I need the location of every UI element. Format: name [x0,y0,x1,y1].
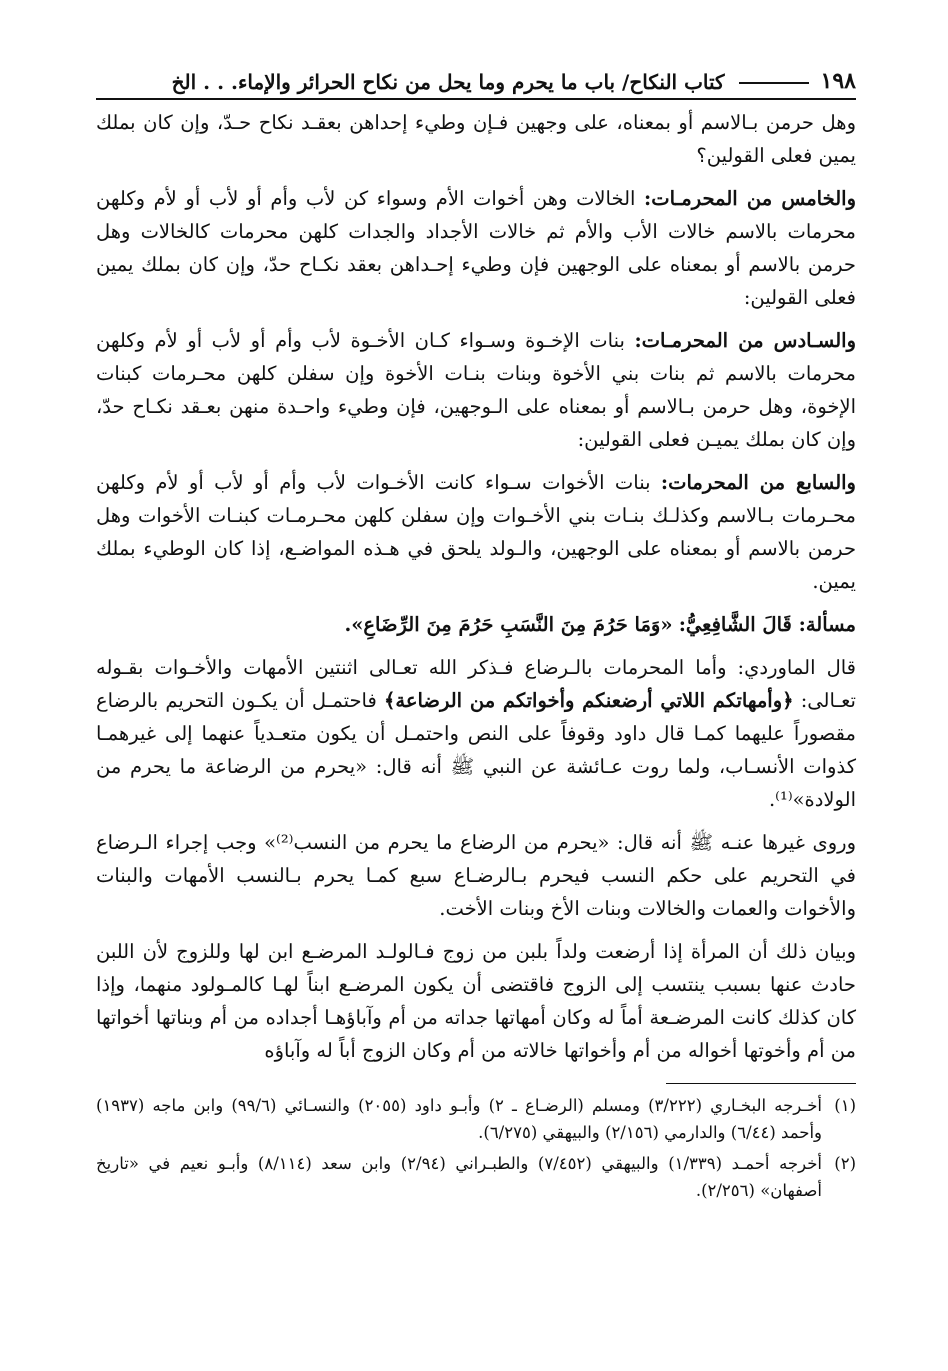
masala-line [96,608,856,641]
paragraph-text: بنات الإخـوة وسـواء كـان الأخـوة لأب وأم أو لأب أو لأم وكلهن محرمات بالاسم ثم بنات بني الأخوة وبنات بنـات الأخوة وإن سفلن كلهن محـرمات كبنات الإخوة، وهل حرمن بـالاسم أو بمعناه على الـوجهين، فإن وطيء واحـدة منهن بعـقد نكـاح حدّ، وإن كان بملك يميـن فعلى القولين: [96,329,856,451]
paragraph-rawa [96,826,856,925]
header-rule [739,82,809,84]
paragraph-mawardi [96,651,856,816]
footnote-item [96,1150,856,1204]
paragraph-text: فاحتمـل أن يكـون التحريم بالرضاع مقصوراً عليهما كمـا قال داود وقوفاً على النص واحتمـل أن يكون متعـدياً عنهما إلى غيرهمـا كذوات الأنسـاب، ولما روت عـائشة عن النبي ﷺ أنه قال: «يحرم من الرضاعة ما يحرم من الولادة»⁽¹⁾. [96,689,856,811]
main-text [96,106,856,1067]
paragraph-heading: والسابع من المحرمات: [660,471,856,494]
footnote-item [96,1092,856,1146]
paragraph-heading: والخامس من المحرمـات: [644,187,856,210]
quran-verse: ﴿وأمهاتكم اللاتي أرضعنكم وأخواتكم من الرضاعة﴾ [383,689,794,712]
page-number: ١٩٨ [820,68,856,94]
footnote-text: أخـرجه البخـاري (٣/٢٢٢) ومسلم (الرضـاع ـ ٢) وأبـو داود (٢٠٥٥) والنسـائي (٩٩/٦) وابن ماجه (١٩٣٧) وأحمد (٦/٤٤) والدارمي (٢/١٥٦) والبيهقي (٦/٢٧٥). [96,1096,823,1142]
footnote-separator [666,1083,856,1084]
running-header [96,58,856,100]
paragraph-text: الخالات وهن أخوات الأم وسواء كن لأب وأم أو لأب أو لأم وكلهن محرمات بالاسم خالات الأب والأم ثم خالات الأجداد والجدات كلهن محرمات كالخالات وهل حرمن بالاسم أو بمعناه على الوجهين فإن وطيء إحـداهن بعقد نكـاح حدّ، وإن كان بملك يمين فعلى القولين: [96,187,856,309]
paragraph-text: قال الماوردي: وأما المحرمات بالـرضاع فـذكر الله تعـالى اثنتين الأمهات والأخـوات بقـوله تعـالى: [96,656,856,712]
paragraph-seventh [96,466,856,598]
chapter-title: كتاب النكاح/ باب ما يحرم وما يحل من نكاح الحرائر والإماء. . . الخ [171,70,725,94]
paragraph-fifth [96,182,856,314]
paragraph-text: وروى غيرها عنـه ﷺ أنه قال: «يحرم من الرضاع ما يحرم من النسب⁽²⁾» وجب إجراء الـرضاع في التحريم على حكم النسب فيحرم بـالرضـاع سبع كمـا يحرم بـالنسب الأمهات والبنات والأخوات والعمات والخالات وبنات الأخ وبنات الأخت. [96,831,856,920]
paragraph-bayan [96,935,856,1067]
masala-quote: «وَمَا حَرُمَ مِنَ النَّسَبِ حَرُمَ مِنَ الرِّضَاعِ». [344,613,673,636]
footnotes [96,1092,856,1204]
paragraph-intro [96,106,856,172]
masala-label: مسألة: قَالَ الشَّافِعِيُّ: [678,613,856,636]
paragraph-sixth [96,324,856,456]
paragraph-text: وبيان ذلك أن المرأة إذا أرضعت ولداً بلبن من زوج فـالولـد المرضـع ابن لها وللزوج لأن اللبن حادث عنها بسبب ينتسب إلى الزوج فاقتضى أن يكون المرضـع ابناً لهـا كالمـولود منهما، وإذا كان كذلك كانت المرضـعة أماً له وكان أمهاتها جداته من أم وآباؤهـا أجداده من أم وبناتها أخواتها من أم وأخوتها أخواله من أم وأخواتها خالاته من أم وكان الزوج أباً له وآباؤه [96,940,856,1062]
footnote-text: أخرجه أحمـد (١/٣٣٩) والبيهقي (٧/٤٥٢) والطبـراني (٢/٩٤) وابن سعد (٨/١١٤) وأبـو نعيم في «تاريخ أصفهان» (٢/٢٥٦). [96,1154,823,1200]
paragraph-text: بنات الأخوات سـواء كانت الأخـوات لأب وأم أو لأب أو لأم وكلهن محـرمات بـالاسم وكذلـك بنـات بني الأخـوات وإن سفلن كلهن محـرمـات كبنـات الأخوات وهل حرمن بالاسم أو بمعناه على الوجهين، والـولد يلحق في هـذه المواضـع، إذا كان الوطيء بملك يمين. [96,471,856,593]
paragraph-text: وهل حرمن بـالاسم أو بمعناه، على وجهين فـإن وطيء إحداهن بعقـد نكاح حـدّ، وإن كان بملك يمين فعلى القولين؟ [96,111,856,167]
footnote-number: (١) [834,1096,856,1115]
paragraph-heading: والسـادس من المحرمـات: [634,329,856,352]
book-page [96,58,856,1338]
footnote-number: (٢) [834,1154,856,1173]
